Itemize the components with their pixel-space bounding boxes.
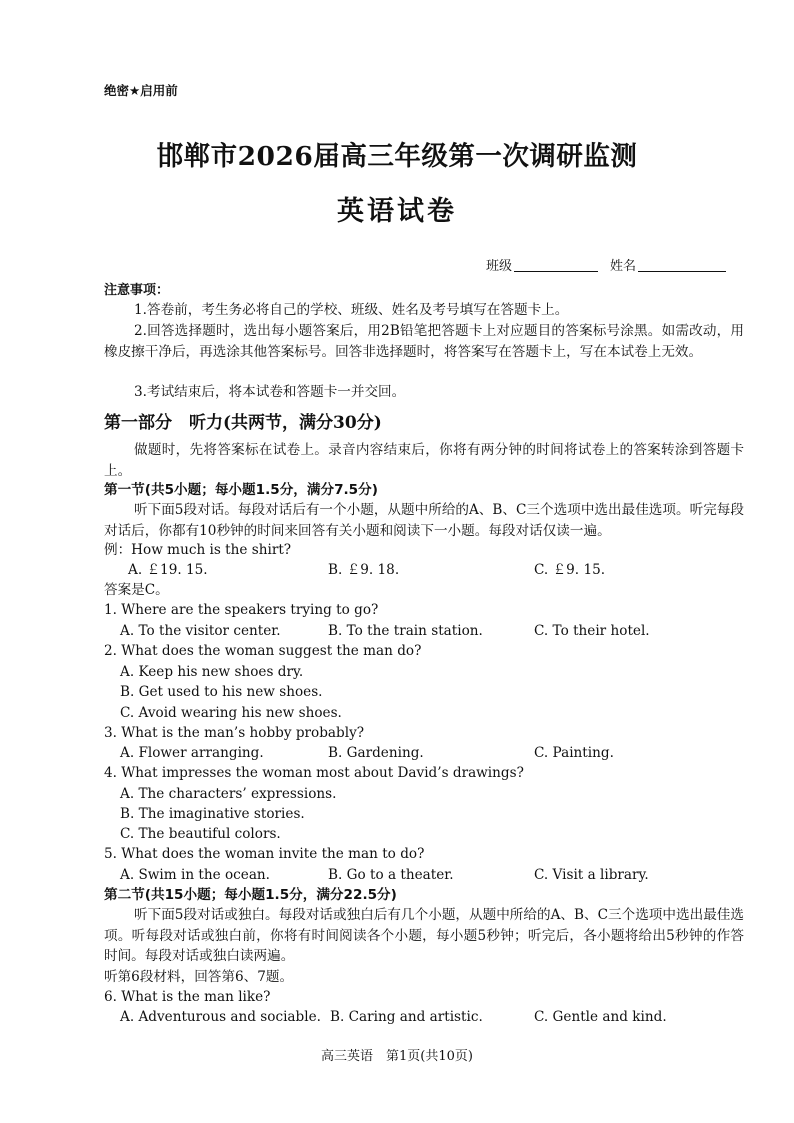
q4-option-b: B. The imaginative stories. [120, 806, 305, 822]
q5-option-b: B. Go to a theater. [328, 867, 454, 883]
q1-option-c: C. To their hotel. [534, 623, 650, 639]
question-6: 6. What is the man like? [104, 989, 271, 1005]
section2-intro: 听下面5段对话或独白。每段对话或独白后有几个小题，从题中所给的A、B、C三个选项中选出最佳选项。听每段对话或独白前，你将有时间阅读各个小题，每小题5秒钟；听完后，各小题将给出5秒钟的作答时间。每段对话或独白读两遍。 [104, 907, 744, 964]
q5-option-c: C. Visit a library. [534, 867, 649, 883]
part1-title: 第一部分 听力(共两节，满分30分) [104, 413, 382, 433]
q2-option-b: B. Get used to his new shoes. [120, 684, 323, 700]
q4-option-c: C. The beautiful colors. [120, 826, 281, 842]
material-instruction: 听第6段材料，回答第6、7题。 [104, 969, 294, 985]
q2-option-c: C. Avoid wearing his new shoes. [120, 705, 342, 721]
section1-title: 第一节(共5小题；每小题1.5分，满分7.5分) [104, 482, 378, 498]
q1-option-a: A. To the visitor center. [120, 623, 281, 639]
notice-item-1: 1.答卷前，考生务必将自己的学校、班级、姓名及考号填写在答题卡上。 [134, 302, 569, 318]
example-option-a: A. ￡19. 15. [128, 562, 208, 578]
q3-option-a: A. Flower arranging. [120, 745, 264, 761]
name-blank[interactable] [638, 259, 726, 272]
example-option-b: B. ￡9. 18. [328, 562, 400, 578]
class-field [486, 258, 726, 276]
example-option-c: C. ￡9. 15. [534, 562, 606, 578]
section2-title: 第二节(共15小题；每小题1.5分，满分22.5分) [104, 887, 397, 903]
q1-option-b: B. To the train station. [328, 623, 483, 639]
notice-item-2: 2.回答选择题时，选出每小题答案后，用2B铅笔把答题卡上对应题目的答案标号涂黑。如需改动，用橡皮擦干净后，再选涂其他答案标号。回答非选择题时，将答案写在答题卡上，写在本试卷上无效。 [104, 323, 744, 360]
q3-option-c: C. Painting. [534, 745, 614, 761]
q6-option-c: C. Gentle and kind. [534, 1009, 667, 1025]
question-3: 3. What is the man’s hobby probably? [104, 725, 365, 741]
question-5: 5. What does the woman invite the man to do? [104, 846, 425, 862]
name-label: 姓名 [610, 259, 637, 274]
subject-title: 英语试卷 [337, 196, 457, 227]
q3-option-b: B. Gardening. [328, 745, 424, 761]
notice-heading: 注意事项： [104, 283, 170, 298]
section1-intro: 听下面5段对话。每段对话后有一个小题，从题中所给的A、B、C三个选项中选出最佳选项。听完每段对话后，你都有10秒钟的时间来回答有关小题和阅读下一小题。每段对话仅读一遍。 [104, 502, 744, 539]
q6-option-b: B. Caring and artistic. [330, 1009, 483, 1025]
q2-option-a: A. Keep his new shoes dry. [120, 664, 304, 680]
q6-option-a: A. Adventurous and sociable. [120, 1009, 321, 1025]
example-question: 例：How much is the shirt? [104, 542, 292, 558]
exam-title: 邯郸市2026届高三年级第一次调研监测 [156, 141, 638, 172]
q5-option-a: A. Swim in the ocean. [120, 867, 270, 883]
question-4: 4. What impresses the woman most about David’s drawings? [104, 765, 524, 781]
q4-option-a: A. The characters’ expressions. [120, 786, 337, 802]
confidential-mark: 绝密★启用前 [104, 83, 178, 98]
question-2: 2. What does the woman suggest the man do? [104, 643, 422, 659]
class-blank[interactable] [514, 259, 598, 272]
question-1: 1. Where are the speakers trying to go? [104, 602, 379, 618]
part1-intro: 做题时，先将答案标在试卷上。录音内容结束后，你将有两分钟的时间将试卷上的答案转涂到答题卡上。 [104, 442, 744, 479]
class-label: 班级 [486, 259, 513, 274]
notice-item-3: 3.考试结束后，将本试卷和答题卡一并交回。 [134, 384, 406, 400]
example-answer: 答案是C。 [104, 582, 169, 598]
page-footer: 高三英语 第1页(共10页) [321, 1049, 473, 1064]
